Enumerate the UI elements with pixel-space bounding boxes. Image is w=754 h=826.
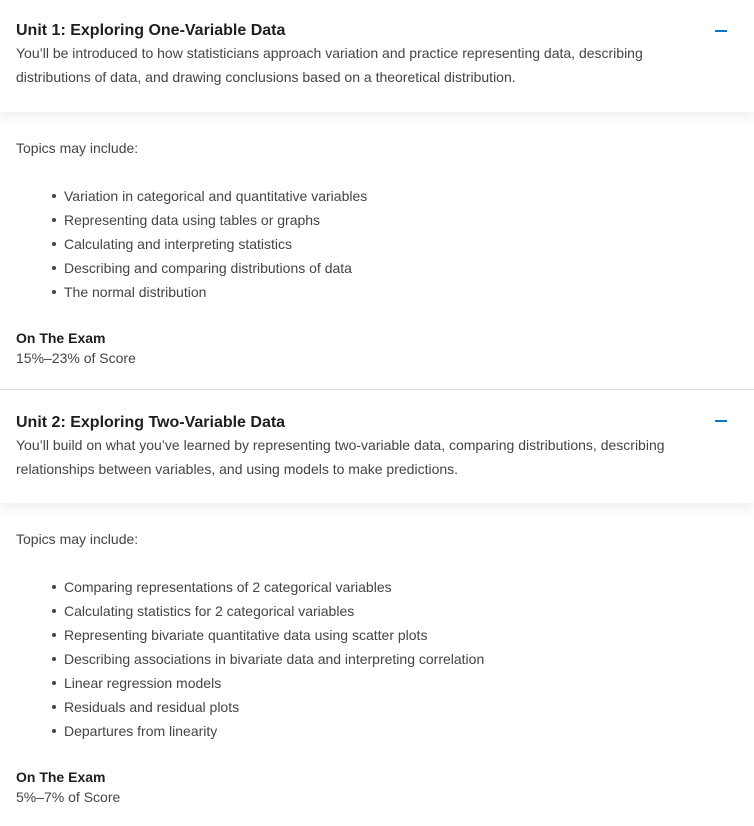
unit-1-exam-block [16, 328, 738, 368]
unit-1-body [0, 112, 754, 389]
topic-item: Variation in categorical and quantitative variables [64, 184, 738, 208]
unit-2-body [0, 503, 754, 825]
unit-2-exam-block [16, 767, 738, 807]
topic-item: Representing data using tables or graphs [64, 208, 738, 232]
unit-2-header[interactable] [0, 390, 754, 503]
topic-item: The normal distribution [64, 280, 738, 304]
topic-item: Departures from linearity [64, 719, 738, 743]
unit-2-exam-label: On The Exam [16, 769, 106, 785]
topic-item: Calculating and interpreting statistics [64, 232, 738, 256]
unit-1-exam-score: 15%–23% of Score [16, 350, 136, 366]
topic-item: Linear regression models [64, 671, 738, 695]
unit-1-description: You’ll be introduced to how statisticians approach variation and practice representing data, describing distributions of data, and drawing conclusions based on a theoretical distribution. [16, 45, 643, 85]
unit-1-exam-label: On The Exam [16, 330, 106, 346]
unit-1-title[interactable]: Unit 1: Exploring One-Variable Data [16, 22, 286, 39]
unit-1-accordion [0, 0, 754, 389]
topic-item: Representing bivariate quantitative data using scatter plots [64, 623, 738, 647]
unit-1-topic-list [16, 184, 738, 304]
unit-2-topics-intro: Topics may include: [16, 531, 139, 547]
unit-1-topics-intro: Topics may include: [16, 140, 139, 156]
topic-item: Describing associations in bivariate data and interpreting correlation [64, 647, 738, 671]
minus-icon [715, 30, 727, 32]
topic-item: Residuals and residual plots [64, 695, 738, 719]
unit-2-accordion [0, 390, 754, 825]
unit-2-exam-score: 5%–7% of Score [16, 789, 121, 805]
unit-2-title[interactable]: Unit 2: Exploring Two-Variable Data [16, 414, 286, 431]
unit-1-header-wrap [0, 0, 754, 112]
unit-2-collapse-button[interactable] [714, 414, 728, 428]
unit-1-collapse-button[interactable] [714, 24, 728, 38]
topic-item: Calculating statistics for 2 categorical variables [64, 599, 738, 623]
topic-item: Comparing representations of 2 categorical variables [64, 575, 738, 599]
minus-icon [715, 420, 727, 422]
unit-2-topic-list [16, 575, 738, 743]
unit-1-header[interactable] [0, 0, 754, 112]
topic-item: Describing and comparing distributions of data [64, 256, 738, 280]
unit-2-description: You’ll build on what you’ve learned by representing two-variable data, comparing distributions, describing relationships between variables, and using models to make predictions. [16, 437, 665, 477]
